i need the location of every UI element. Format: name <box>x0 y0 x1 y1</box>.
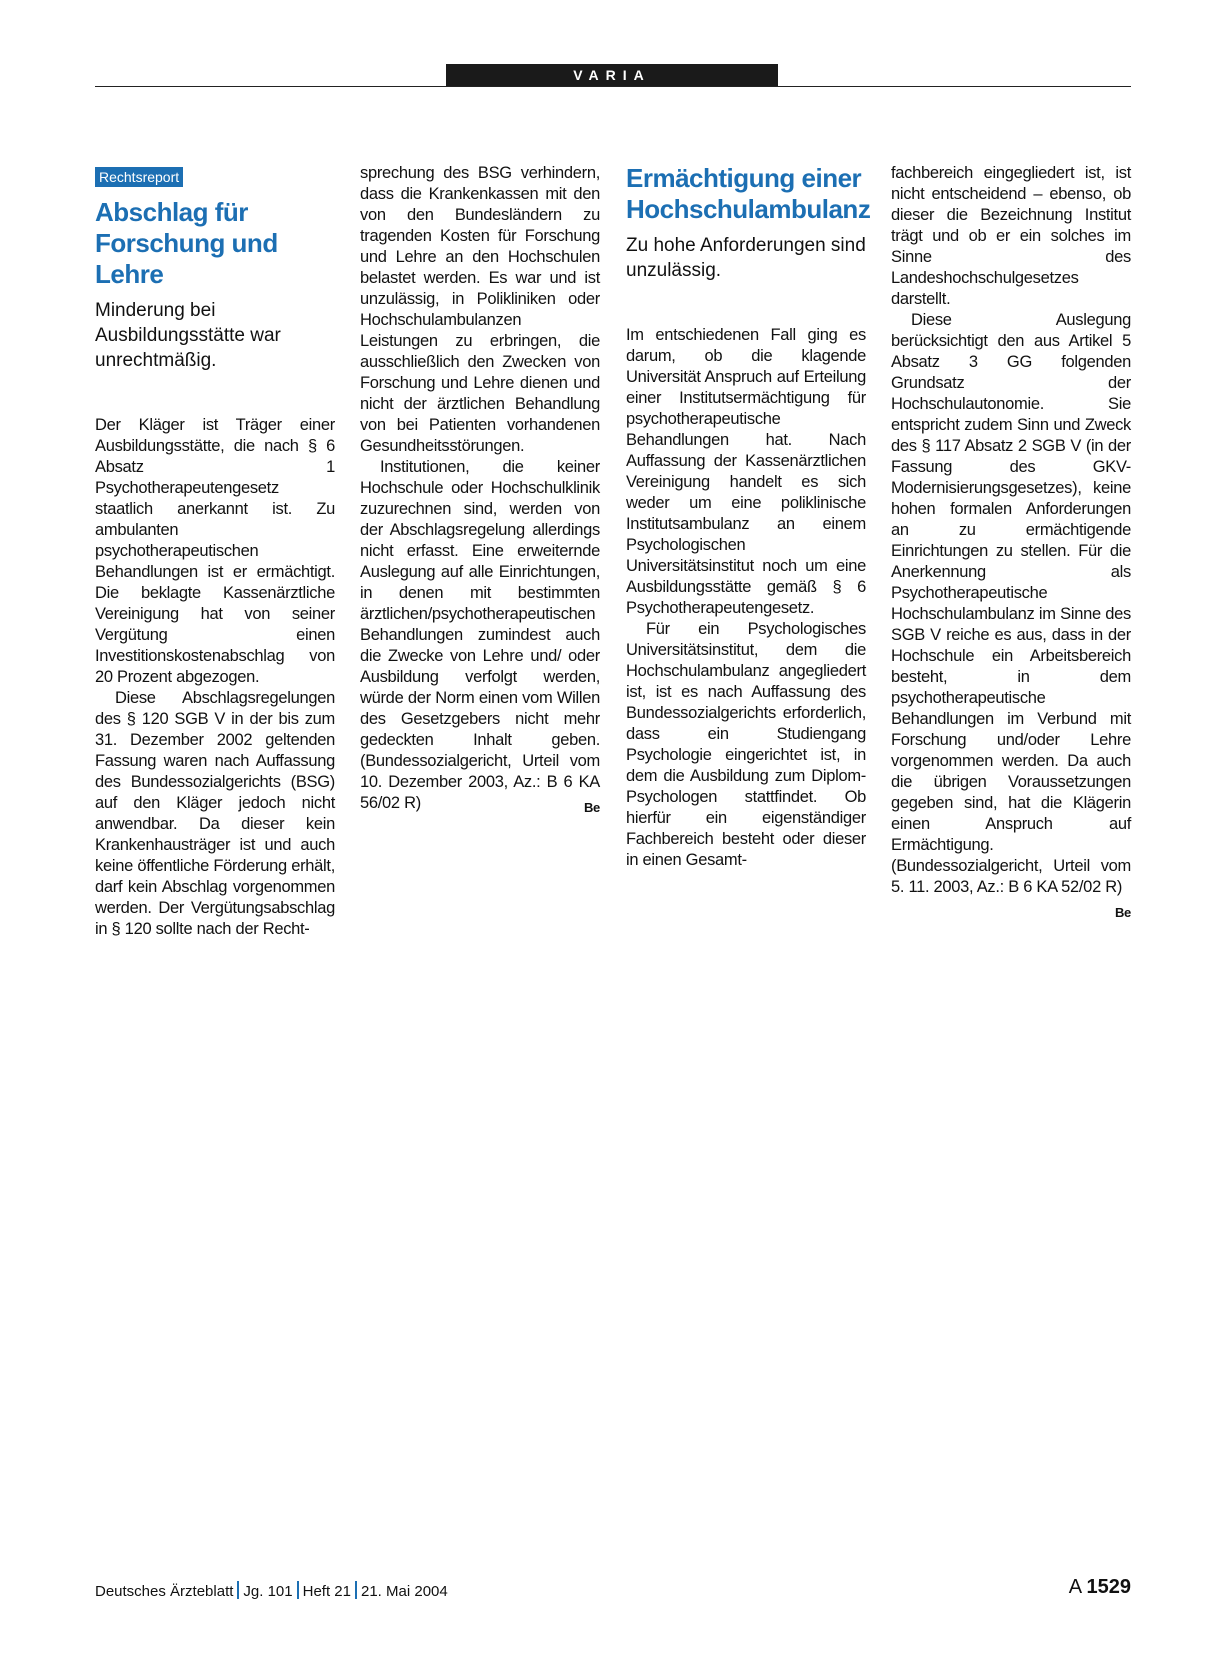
article2-paragraph-4 <box>891 310 1131 920</box>
page-prefix: A <box>1068 1576 1081 1598</box>
article1-paragraph-4 <box>360 457 600 814</box>
footer-separator <box>355 1581 357 1599</box>
article1-title: Abschlag für Forschung und Lehre <box>95 197 278 289</box>
article2-paragraph-1: Im entschiedenen Fall ging es darum, ob die klagende Universität Anspruch auf Erteilung einer Institutsermächtigung für psychotherapeutische Behandlungen hat. Nach Auffassung der Kassenärztlichen Vereinigung handelt es sich weder um eine poliklinische Institutsambulanz an einem Psychologischen Universitätsinstitut noch um eine Ausbildungsstätte gemäß § 6 Psychotherapeutengesetz. <box>626 326 866 617</box>
column-4 <box>891 163 1131 923</box>
footer-separator <box>297 1581 299 1599</box>
article1-paragraph-3: sprechung des BSG verhindern, dass die Krankenkassen mit den von den Bundesländern zu tragenden Kosten für Forschung und Lehre an den Hochschulen belastet werden. Es war und ist unzulässig, in Polikliniken oder Hochschulambulanzen Leistungen zu erbringen, die ausschließlich den Zwecken von Forschung und Lehre dienen und nicht der ärztlichen Behandlung von bei Patienten vorhandenen Gesundheitsstörungen. <box>360 164 600 455</box>
article2-subtitle: Zu hohe Anforderungen sind unzulässig. <box>626 235 866 281</box>
article2-title: Ermächtigung einer Hochschulambulanz <box>626 163 871 224</box>
footer-issue: Heft 21 <box>302 1583 351 1600</box>
page-number-value: 1529 <box>1086 1576 1131 1598</box>
footer-date: 21. Mai 2004 <box>361 1583 448 1600</box>
article1-author: Be <box>583 800 600 815</box>
page-number <box>1069 1576 1131 1599</box>
header-rule <box>95 86 1131 87</box>
article1-subtitle: Minderung bei Ausbildungsstätte war unrechtmäßig. <box>95 300 281 371</box>
column-2 <box>360 163 600 818</box>
article2-paragraph-4-text: Diese Auslegung berücksichtigt den aus Artikel 5 Absatz 3 GG folgenden Grundsatz der Hochschulautonomie. Sie entspricht zudem Sinn und Zweck des § 117 Absatz 2 SGB V (in der Fassung des GKV-Modernisierungsgesetzes), keine hohen formalen Anforderungen an zu ermächtigende Einrichtungen zu stellen. Für die Anerkennung als Psychotherapeutische Hochschulambulanz im Sinne des SGB V reiche es aus, dass in der Hochschule ein Arbeitsbereich besteht, in dem psychotherapeutische Behandlungen im Verbund mit Forschung und/oder Lehre vorgenommen werden. Da auch die übrigen Voraussetzungen gegeben sind, hat die Klägerin einen Anspruch auf Ermächtigung. (Bundessozialgericht, Urteil vom 5. 11. 2003, Az.: B 6 KA 52/02 R) <box>891 311 1131 896</box>
article2-paragraph-2: Für ein Psychologisches Universitätsinstitut, dem die Hochschulambulanz angegliedert ist, ist es nach Auffassung des Bundessozialgerichts erforderlich, dass ein Studiengang Psychologie eingerichtet ist, in dem die Ausbildung zum Diplom-Psychologen stattfindet. Ob hierfür ein eigenständiger Fachbereich besteht oder dieser in einen Gesamt- <box>626 620 866 869</box>
article1-paragraph-2: Diese Abschlagsregelungen des § 120 SGB V in der bis zum 31. Dezember 2002 geltenden Fassung waren nach Auffassung des Bundessozialgerichts (BSG) auf den Kläger jedoch nicht anwendbar. Da dieser kein Krankenhausträger ist und auch keine öffentliche Förderung erhält, darf kein Abschlag vorgenommen werden. Der Vergütungsabschlag in § 120 sollte nach der Recht- <box>95 689 335 938</box>
footer-journal: Deutsches Ärzteblatt <box>95 1583 234 1600</box>
section-label: VARIA <box>446 64 778 86</box>
footer-citation <box>95 1581 448 1600</box>
article2-paragraph-3: fachbereich eingegliedert ist, ist nicht entscheidend – ebenso, ob dieser die Bezeichnung Institut trägt und ob er ein solches im Sinne des Landeshochschulgesetzes darstellt. <box>891 164 1131 308</box>
rubric-badge: Rechtsreport <box>95 167 183 187</box>
footer-separator <box>237 1581 239 1599</box>
column-3 <box>626 163 871 871</box>
column-1 <box>95 163 335 940</box>
article1-paragraph-1: Der Kläger ist Träger einer Ausbildungsstätte, die nach § 6 Absatz 1 Psychotherapeutengesetz staatlich anerkannt ist. Zu ambulanten psychotherapeutischen Behandlungen ist er ermächtigt. Die beklagte Kassenärztliche Vereinigung hat von seiner Vergütung einen Investitionskostenabschlag von 20 Prozent abgezogen. <box>95 416 335 686</box>
article2-author: Be <box>1114 905 1131 920</box>
footer-volume: Jg. 101 <box>243 1583 293 1600</box>
article1-paragraph-4-text: Institutionen, die keiner Hochschule oder Hochschulklinik zuzurechnen sind, werden von der Abschlagsregelung allerdings nicht erfasst. Eine erweiternde Auslegung auf alle Einrichtungen, in denen mit bestimmten ärztlichen/psychotherapeutischen Behandlungen zumindest auch die Zwecke von Lehre und/ oder Ausbildung verfolgt werden, würde der Norm einen vom Willen des Gesetzgebers nicht mehr gedeckten Inhalt geben. (Bundessozialgericht, Urteil vom 10. Dezember 2003, Az.: B 6 KA 56/02 R) <box>360 458 600 812</box>
